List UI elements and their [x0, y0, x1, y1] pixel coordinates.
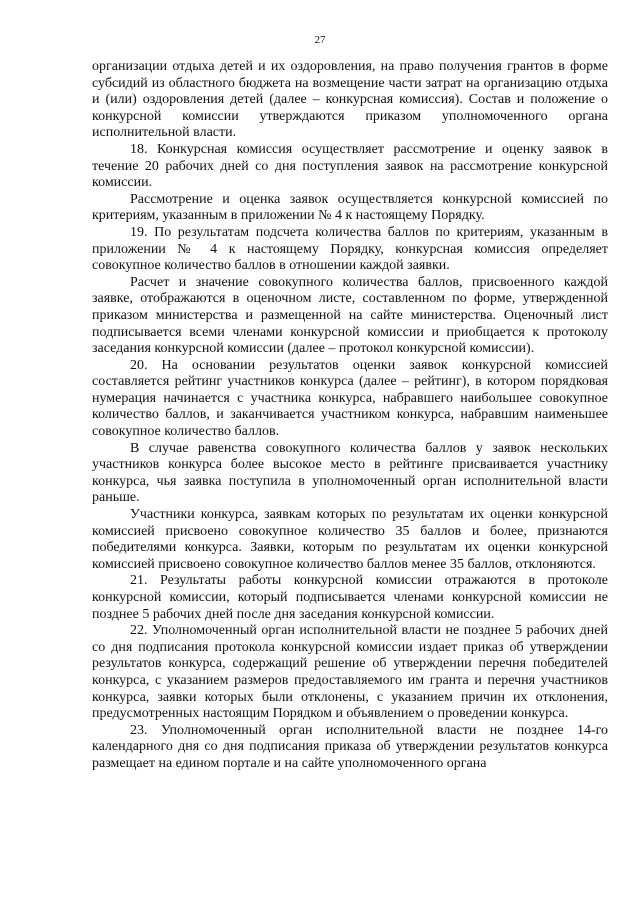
paragraph-19: 19. По результатам подсчета количества баллов по критериям, указанным в приложении № 4 к настоящему Порядку, конкурсная комиссия определяет совокупное количество баллов в отношении каждой заявки.: [92, 224, 608, 274]
paragraph-22: 22. Уполномоченный орган исполнительной власти не позднее 5 рабочих дней со дня подписания протокола конкурсной комиссии издает приказ об утверждении результатов конкурса, содержащий решение об утверждении перечня победителей конкурса, с указанием размеров предоставляемого им гранта и перечня участников конкурса, заявки которых были отклонены, с указанием причин их отклонения, предусмотренных настоящим Порядком и объявлением о проведении конкурса.: [92, 623, 608, 722]
paragraph-20: 20. На основании результатов оценки заявок конкурсной комиссией составляется рейтинг участников конкурса (далее – рейтинг), в котором порядковая нумерация начинается с участника конкурса, набравшего наибольшее совокупное количество баллов, и заканчивается участником конкурса, набравшим наименьшее совокупное количество баллов.: [92, 357, 608, 440]
document-body: [92, 59, 608, 773]
paragraph-19-evaluation-sheet: Расчет и значение совокупного количества баллов, присвоенного каждой заявке, отображаются в оценочном листе, составленном по форме, утвержденной приказом министерства и размещенной на сайте министерства. Оценочный лист подписывается всеми членами конкурсной комиссии и приобщается к протоколу заседания конкурсной комиссии (далее – протокол конкурсной комиссии).: [92, 274, 608, 357]
paragraph-18: 18. Конкурсная комиссия осуществляет рассмотрение и оценку заявок в течение 20 рабочих дней со дня поступления заявок на рассмотрение конкурсной комиссии.: [92, 141, 608, 191]
paragraph-18-criteria: Рассмотрение и оценка заявок осуществляется конкурсной комиссией по критериям, указанным в приложении № 4 к настоящему Порядку.: [92, 191, 608, 224]
paragraph-20-winners: Участники конкурса, заявкам которых по результатам их оценки конкурсной комиссией присвоено совокупное количество 35 баллов и более, признаются победителями конкурса. Заявки, которым по результатам их оценки конкурсной комиссией присвоено совокупное количество баллов менее 35 баллов, отклоняются.: [92, 507, 608, 572]
paragraph-20-tie-rule: В случае равенства совокупного количества баллов у заявок нескольких участников конкурса более высокое место в рейтинге присваивается участнику конкурса, чья заявка поступила в уполномоченный орган исполнительной власти раньше.: [92, 440, 608, 506]
paragraph-continuation: организации отдыха детей и их оздоровления, на право получения грантов в форме субсидий из областного бюджета на возмещение части затрат на организацию отдыха и (или) оздоровления детей (далее – конкурсная комиссия). Состав и положение о конкурсной комиссии утверждаются приказом уполномоченного органа исполнительной власти.: [92, 59, 608, 141]
paragraph-21: 21. Результаты работы конкурсной комиссии отражаются в протоколе конкурсной комиссии, который подписывается членами конкурсной комиссии не позднее 5 рабочих дней после дня заседания конкурсной комиссии.: [92, 573, 608, 622]
paragraph-23: 23. Уполномоченный орган исполнительной власти не позднее 14-го календарного дня со дня подписания приказа об утверждении результатов конкурса размещает на едином портале и на сайте уполномоченного органа: [92, 722, 608, 771]
page-number: 27: [314, 34, 326, 46]
